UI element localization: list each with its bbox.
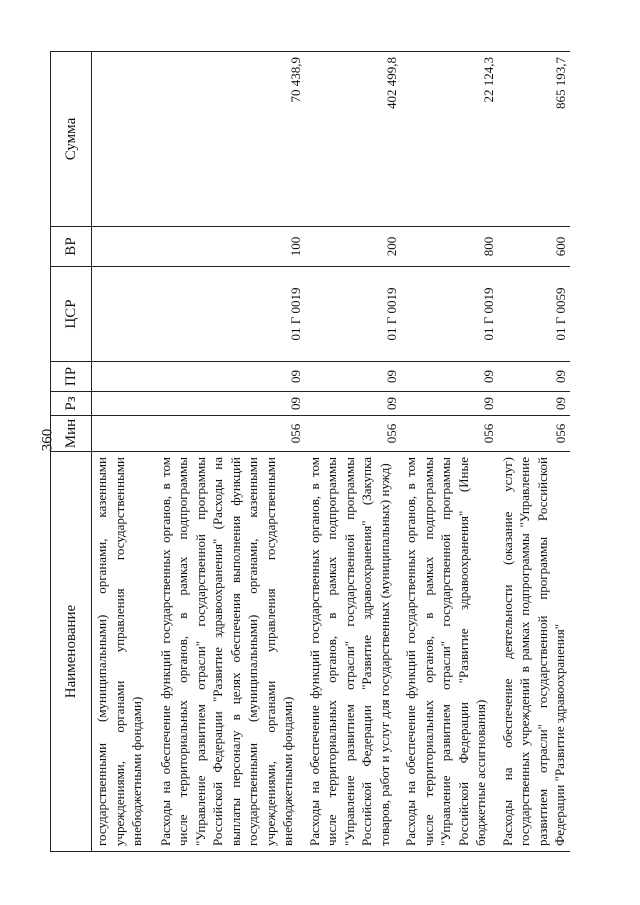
- table-row: [498, 52, 570, 852]
- row-name: Расходы на обеспечение функций государственных органов, в том числе территориальных органов, в рамках подпрограммы "Управление развитием отрасли" государственной программы Российской Федерации "Развитие здравоохранения" (Расходы на выплаты персоналу в целях обеспечения выполнения функций государственными (муниципальными) органами, казенными учреждениями, органами управления государственными внебюджетными фондами): [156, 452, 305, 852]
- row-sum: 865 193,7: [498, 52, 570, 227]
- table-row: [305, 52, 402, 852]
- header-vr: ВР: [51, 227, 92, 267]
- row-csr: 01 Г 0019: [305, 267, 402, 362]
- budget-table-rotated: [50, 52, 590, 852]
- row-name: государственными (муниципальными) органами, казенными учреждениями, органами управления государственными внебюджетными фондами): [92, 452, 156, 852]
- budget-table: [50, 51, 570, 852]
- row-name: Расходы на обеспечение деятельности (оказание услуг) государственных учреждений в рамках подпрограммы "Управление развитием отрасли" государственной программы Российской Федерации "Развитие здравоохранения": [498, 452, 570, 852]
- table-header-row: [51, 52, 92, 852]
- row-rz: 09: [401, 392, 498, 416]
- page-number: 360: [39, 428, 56, 452]
- row-min: 056: [401, 416, 498, 452]
- row-rz: 09: [498, 392, 570, 416]
- header-csr: ЦСР: [51, 267, 92, 362]
- row-csr: [92, 267, 156, 362]
- row-csr: 01 Г 0019: [156, 267, 305, 362]
- row-vr: 600: [498, 227, 570, 267]
- header-sum: Сумма: [51, 52, 92, 227]
- row-vr: 800: [401, 227, 498, 267]
- table-row: [92, 52, 156, 852]
- row-pr: 09: [498, 362, 570, 392]
- row-sum: 22 124,3: [401, 52, 498, 227]
- row-sum: [92, 52, 156, 227]
- row-name: Расходы на обеспечение функций государственных органов, в том числе территориальных органов, в рамках подпрограммы "Управление развитием отрасли" государственной программы Российской Федерации "Развитие здравоохранения" (Иные бюджетные ассигнования): [401, 452, 498, 852]
- row-min: [92, 416, 156, 452]
- table-row: [401, 52, 498, 852]
- row-vr: 200: [305, 227, 402, 267]
- row-csr: 01 Г 0059: [498, 267, 570, 362]
- row-pr: 09: [401, 362, 498, 392]
- table-row: [156, 52, 305, 852]
- row-sum: 402 499,8: [305, 52, 402, 227]
- row-csr: 01 Г 0019: [401, 267, 498, 362]
- row-vr: [92, 227, 156, 267]
- header-min: Мин: [51, 416, 92, 452]
- header-pr: ПР: [51, 362, 92, 392]
- row-vr: 100: [156, 227, 305, 267]
- row-name: Расходы на обеспечение функций государственных органов, в том числе территориальных органов, в рамках подпрограммы "Управление развитием отрасли" государственной программы Российской Федерации "Развитие здравоохранения" (Закупка товаров, работ и услуг для государственных (муниципальных) нужд): [305, 452, 402, 852]
- row-min: 056: [498, 416, 570, 452]
- row-sum: 70 438,9: [156, 52, 305, 227]
- row-min: 056: [156, 416, 305, 452]
- row-rz: [92, 392, 156, 416]
- header-name: Наименование: [51, 452, 92, 852]
- row-pr: 09: [156, 362, 305, 392]
- row-rz: 09: [305, 392, 402, 416]
- header-rz: Рз: [51, 392, 92, 416]
- row-pr: [92, 362, 156, 392]
- row-pr: 09: [305, 362, 402, 392]
- row-min: 056: [305, 416, 402, 452]
- row-rz: 09: [156, 392, 305, 416]
